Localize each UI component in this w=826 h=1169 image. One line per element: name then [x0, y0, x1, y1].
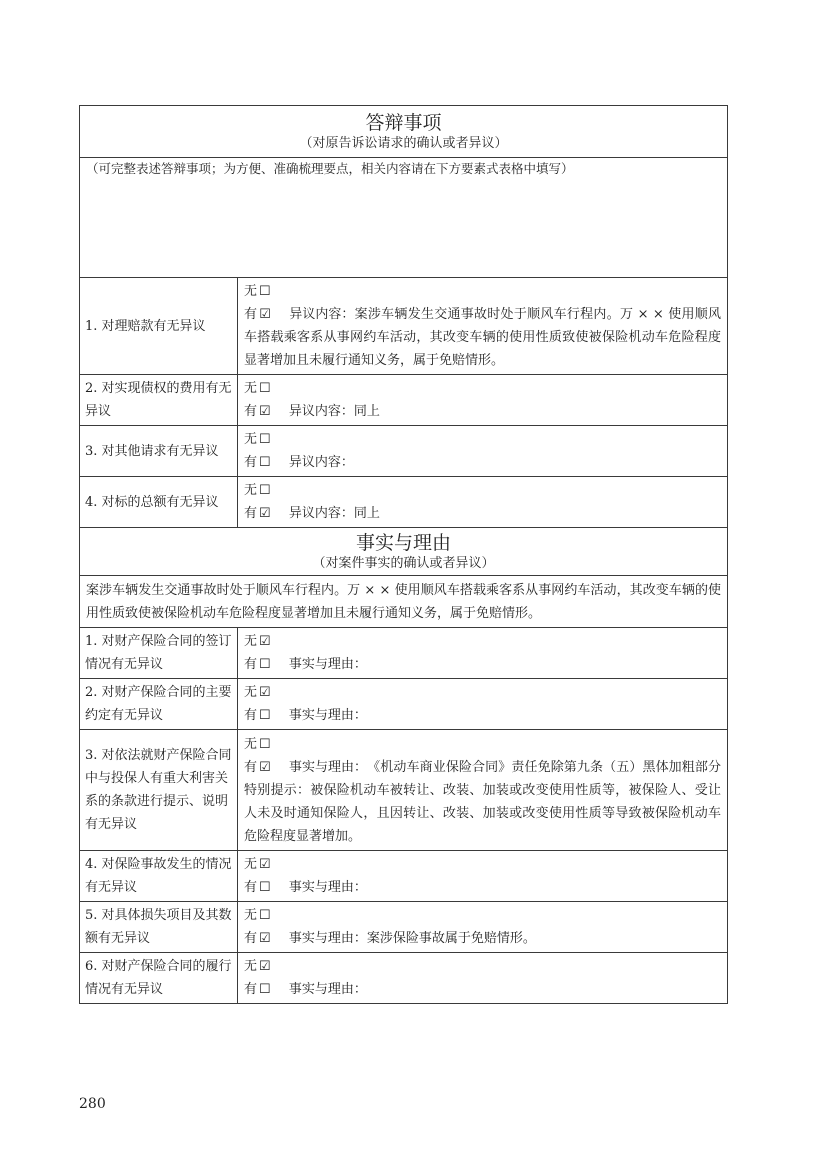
reason-label: 事实与理由： [288, 931, 367, 946]
objection-label: 异议内容： [289, 307, 355, 322]
none-label: 无 [244, 685, 258, 700]
s1-row2-has-checkbox[interactable]: ☑ [259, 404, 271, 419]
has-label: 有 [244, 880, 258, 895]
s1-row4-has-checkbox[interactable]: ☑ [259, 506, 271, 521]
section1-instruction-cell [80, 158, 728, 278]
section2-header [80, 528, 728, 576]
s2-row3-question: 3. 对依法就财产保险合同中与投保人有重大利害关系的条款进行提示、说明有无异议 [80, 730, 238, 851]
s1-row2-none-checkbox[interactable]: ☐ [259, 381, 271, 396]
s2-row6-has-checkbox[interactable]: ☐ [259, 982, 271, 997]
has-label: 有 [244, 931, 258, 946]
section2-title: 事实与理由 [356, 532, 452, 554]
s2-row4-question: 4. 对保险事故发生的情况有无异议 [80, 851, 238, 902]
none-label: 无 [244, 959, 258, 974]
section1-instruction: （可完整表述答辩事项；为方便、准确梳理要点，相关内容请在下方要素式表格中填写） [86, 161, 574, 176]
s2-row4-has-checkbox[interactable]: ☐ [259, 880, 271, 895]
section1-subtitle: （对原告诉讼请求的确认或者异议） [299, 136, 508, 151]
reason-label: 事实与理由： [288, 657, 367, 672]
s1-row4-none-checkbox[interactable]: ☐ [259, 483, 271, 498]
s2-row6-question: 6. 对财产保险合同的履行情况有无异议 [80, 953, 238, 1004]
s2-row2-none-checkbox[interactable]: ☑ [259, 685, 271, 700]
reason-label: 事实与理由： [289, 759, 368, 775]
s1-row1-none-checkbox[interactable]: ☐ [259, 284, 271, 299]
has-label: 有 [244, 982, 258, 997]
s2-row5-none-checkbox[interactable]: ☐ [259, 908, 271, 923]
s2-row1-has-checkbox[interactable]: ☐ [259, 657, 271, 672]
s1-row3-answer [238, 426, 728, 477]
s1-row2-answer [238, 375, 728, 426]
section1-title: 答辩事项 [365, 112, 442, 134]
none-label: 无 [244, 381, 258, 396]
s2-row6-answer [238, 953, 728, 1004]
has-label: 有 [244, 455, 258, 470]
s2-row2-has-checkbox[interactable]: ☐ [259, 708, 271, 723]
s1-row4-objection-text[interactable]: 同上 [353, 506, 380, 521]
s2-row1-none-checkbox[interactable]: ☑ [259, 634, 271, 649]
has-label: 有 [244, 307, 258, 322]
objection-label: 异议内容： [288, 404, 354, 419]
section1-header [80, 106, 728, 158]
reason-label: 事实与理由： [288, 880, 367, 895]
none-label: 无 [244, 634, 258, 649]
none-label: 无 [244, 736, 258, 752]
none-label: 无 [244, 908, 258, 923]
s2-row4-none-checkbox[interactable]: ☑ [259, 857, 271, 872]
s1-row1-answer [238, 278, 728, 375]
s2-row4-answer [238, 851, 728, 902]
s1-row4-answer [238, 477, 728, 528]
section2-summary: 案涉车辆发生交通事故时处于顺风车行程内。万 × × 使用顺风车搭载乘客系从事网约车活动，其改变车辆的使用性质致使被保险机动车危险程度显著增加且未履行通知义务，属于免赔情形。 [86, 582, 722, 621]
page-number: 280 [79, 1096, 106, 1112]
none-label: 无 [244, 857, 258, 872]
s1-row2-objection-text[interactable]: 同上 [353, 404, 380, 419]
none-label: 无 [244, 432, 258, 447]
section2-subtitle: （对案件事实的确认或者异议） [312, 556, 495, 571]
none-label: 无 [244, 483, 258, 498]
has-label: 有 [244, 708, 258, 723]
s2-row1-answer [238, 628, 728, 679]
s1-row2-question: 2. 对实现债权的费用有无异议 [80, 375, 238, 426]
s1-row1-has-checkbox[interactable]: ☑ [259, 307, 271, 322]
s1-row3-question: 3. 对其他请求有无异议 [80, 426, 238, 477]
reason-label: 事实与理由： [288, 708, 367, 723]
reason-label: 事实与理由： [288, 982, 367, 997]
s2-row1-question: 1. 对财产保险合同的签订情况有无异议 [80, 628, 238, 679]
none-label: 无 [244, 284, 258, 299]
s1-row3-has-checkbox[interactable]: ☐ [259, 455, 271, 470]
has-label: 有 [244, 506, 258, 521]
s1-row1-question: 1. 对理赔款有无异议 [80, 278, 238, 375]
s1-row3-none-checkbox[interactable]: ☐ [259, 432, 271, 447]
s2-row5-reason-text[interactable]: 案涉保险事故属于免赔情形。 [366, 931, 536, 946]
s2-row5-question: 5. 对具体损失项目及其数额有无异议 [80, 902, 238, 953]
s2-row3-none-checkbox[interactable]: ☐ [259, 736, 271, 752]
has-label: 有 [244, 657, 258, 672]
has-label: 有 [244, 404, 258, 419]
s1-row1-objection-text[interactable]: 案涉车辆发生交通事故时处于顺风车行程内。万 × × 使用顺风车搭载乘客系从事网约车活动，其改变车辆的使用性质致使被保险机动车危险程度显著增加且未履行通知义务，属于免赔情形。 [244, 307, 722, 368]
section2-summary-cell [80, 576, 728, 628]
s2-row5-answer [238, 902, 728, 953]
s2-row3-has-checkbox[interactable]: ☑ [259, 759, 271, 775]
s2-row5-has-checkbox[interactable]: ☑ [259, 931, 271, 946]
response-form-table [79, 105, 728, 1004]
s2-row2-question: 2. 对财产保险合同的主要约定有无异议 [80, 679, 238, 730]
objection-label: 异议内容： [288, 506, 354, 521]
s1-row4-question: 4. 对标的总额有无异议 [80, 477, 238, 528]
has-label: 有 [244, 759, 258, 775]
s2-row3-answer [238, 730, 728, 851]
s2-row6-none-checkbox[interactable]: ☑ [259, 959, 271, 974]
objection-label: 异议内容： [288, 455, 354, 470]
s2-row2-answer [238, 679, 728, 730]
s2-row3-reason-text[interactable]: 《机动车商业保险合同》责任免除第九条（五）黑体加粗部分特别提示：被保险机动车被转让、改装、加装或改变使用性质等，被保险人、受让人未及时通知保险人，且因转让、改装、加装或改变使用性质等导致被保险机动车危险程度显著增加。 [244, 759, 722, 844]
